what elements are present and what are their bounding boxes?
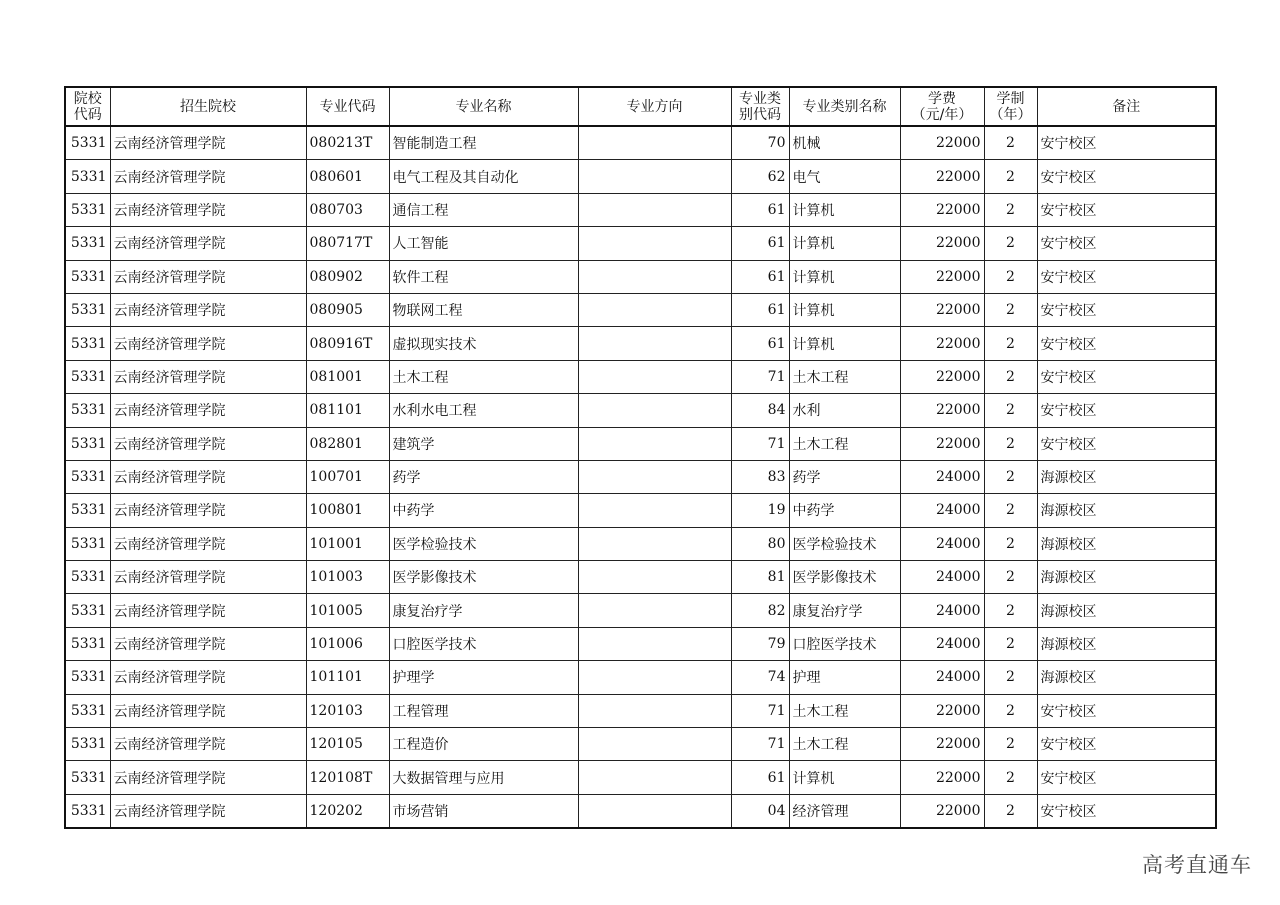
table-row bbox=[65, 561, 1216, 594]
cell-direction bbox=[578, 728, 731, 761]
cell-category-name: 经济管理 bbox=[789, 794, 900, 828]
cell-tuition: 22000 bbox=[900, 293, 984, 326]
cell-direction bbox=[578, 594, 731, 627]
cell-school-code: 5331 bbox=[65, 427, 110, 460]
cell-category-code: 74 bbox=[731, 661, 789, 694]
table-row bbox=[65, 794, 1216, 828]
cell-major-name: 水利水电工程 bbox=[389, 394, 578, 427]
cell-category-code: 79 bbox=[731, 627, 789, 660]
cell-category-code: 61 bbox=[731, 293, 789, 326]
cell-major-name: 口腔医学技术 bbox=[389, 627, 578, 660]
cell-school-code: 5331 bbox=[65, 260, 110, 293]
cell-school: 云南经济管理学院 bbox=[110, 427, 306, 460]
cell-years: 2 bbox=[984, 594, 1037, 627]
cell-category-code: 71 bbox=[731, 427, 789, 460]
cell-school-code: 5331 bbox=[65, 460, 110, 493]
cell-category-name: 土木工程 bbox=[789, 728, 900, 761]
cell-school-code: 5331 bbox=[65, 160, 110, 193]
cell-major-code: 101005 bbox=[306, 594, 389, 627]
cell-years: 2 bbox=[984, 494, 1037, 527]
cell-note: 海源校区 bbox=[1037, 460, 1216, 493]
cell-note: 安宁校区 bbox=[1037, 227, 1216, 260]
cell-years: 2 bbox=[984, 293, 1037, 326]
cell-category-name: 医学检验技术 bbox=[789, 527, 900, 560]
cell-tuition: 24000 bbox=[900, 494, 984, 527]
cell-tuition: 24000 bbox=[900, 460, 984, 493]
cell-major-name: 通信工程 bbox=[389, 193, 578, 226]
cell-tuition: 22000 bbox=[900, 193, 984, 226]
cell-category-name: 土木工程 bbox=[789, 360, 900, 393]
cell-tuition: 22000 bbox=[900, 126, 984, 160]
table-row bbox=[65, 728, 1216, 761]
cell-school-code: 5331 bbox=[65, 561, 110, 594]
cell-school-code: 5331 bbox=[65, 293, 110, 326]
cell-school-code: 5331 bbox=[65, 527, 110, 560]
cell-school: 云南经济管理学院 bbox=[110, 360, 306, 393]
header-tuition: 学费 （元/年） bbox=[900, 87, 984, 126]
table-row bbox=[65, 761, 1216, 794]
cell-direction bbox=[578, 527, 731, 560]
cell-years: 2 bbox=[984, 661, 1037, 694]
cell-direction bbox=[578, 561, 731, 594]
cell-note: 安宁校区 bbox=[1037, 327, 1216, 360]
cell-major-code: 120108T bbox=[306, 761, 389, 794]
cell-note: 安宁校区 bbox=[1037, 360, 1216, 393]
cell-major-code: 082801 bbox=[306, 427, 389, 460]
cell-major-code: 101006 bbox=[306, 627, 389, 660]
table-row bbox=[65, 661, 1216, 694]
cell-school-code: 5331 bbox=[65, 360, 110, 393]
cell-years: 2 bbox=[984, 728, 1037, 761]
cell-major-name: 中药学 bbox=[389, 494, 578, 527]
cell-school: 云南经济管理学院 bbox=[110, 627, 306, 660]
cell-tuition: 22000 bbox=[900, 260, 984, 293]
cell-category-name: 中药学 bbox=[789, 494, 900, 527]
cell-school: 云南经济管理学院 bbox=[110, 661, 306, 694]
cell-note: 安宁校区 bbox=[1037, 160, 1216, 193]
header-years: 学制 （年） bbox=[984, 87, 1037, 126]
cell-school: 云南经济管理学院 bbox=[110, 293, 306, 326]
cell-school: 云南经济管理学院 bbox=[110, 193, 306, 226]
cell-school: 云南经济管理学院 bbox=[110, 694, 306, 727]
cell-years: 2 bbox=[984, 460, 1037, 493]
cell-school: 云南经济管理学院 bbox=[110, 561, 306, 594]
cell-years: 2 bbox=[984, 561, 1037, 594]
cell-note: 安宁校区 bbox=[1037, 794, 1216, 828]
cell-tuition: 22000 bbox=[900, 394, 984, 427]
cell-school: 云南经济管理学院 bbox=[110, 260, 306, 293]
cell-major-name: 康复治疗学 bbox=[389, 594, 578, 627]
cell-direction bbox=[578, 694, 731, 727]
cell-major-code: 120202 bbox=[306, 794, 389, 828]
cell-note: 安宁校区 bbox=[1037, 694, 1216, 727]
watermark: 高考直通车 bbox=[1142, 853, 1252, 877]
cell-years: 2 bbox=[984, 227, 1037, 260]
cell-school-code: 5331 bbox=[65, 627, 110, 660]
cell-major-name: 电气工程及其自动化 bbox=[389, 160, 578, 193]
cell-note: 海源校区 bbox=[1037, 494, 1216, 527]
cell-major-code: 080213T bbox=[306, 126, 389, 160]
cell-school: 云南经济管理学院 bbox=[110, 728, 306, 761]
cell-major-name: 工程管理 bbox=[389, 694, 578, 727]
cell-note: 安宁校区 bbox=[1037, 728, 1216, 761]
cell-years: 2 bbox=[984, 761, 1037, 794]
cell-tuition: 22000 bbox=[900, 360, 984, 393]
table-row bbox=[65, 160, 1216, 193]
cell-category-code: 80 bbox=[731, 527, 789, 560]
cell-category-code: 61 bbox=[731, 761, 789, 794]
cell-tuition: 22000 bbox=[900, 794, 984, 828]
cell-category-code: 61 bbox=[731, 327, 789, 360]
cell-category-code: 71 bbox=[731, 694, 789, 727]
cell-major-name: 虚拟现实技术 bbox=[389, 327, 578, 360]
cell-years: 2 bbox=[984, 427, 1037, 460]
cell-major-name: 医学影像技术 bbox=[389, 561, 578, 594]
cell-school: 云南经济管理学院 bbox=[110, 126, 306, 160]
cell-category-name: 康复治疗学 bbox=[789, 594, 900, 627]
cell-school-code: 5331 bbox=[65, 794, 110, 828]
cell-major-code: 100801 bbox=[306, 494, 389, 527]
cell-direction bbox=[578, 327, 731, 360]
cell-major-code: 081001 bbox=[306, 360, 389, 393]
cell-major-name: 物联网工程 bbox=[389, 293, 578, 326]
cell-major-name: 工程造价 bbox=[389, 728, 578, 761]
cell-direction bbox=[578, 227, 731, 260]
cell-school: 云南经济管理学院 bbox=[110, 160, 306, 193]
cell-school: 云南经济管理学院 bbox=[110, 794, 306, 828]
header-row bbox=[65, 87, 1216, 126]
cell-tuition: 24000 bbox=[900, 594, 984, 627]
cell-category-name: 土木工程 bbox=[789, 427, 900, 460]
cell-school-code: 5331 bbox=[65, 327, 110, 360]
cell-major-code: 100701 bbox=[306, 460, 389, 493]
cell-years: 2 bbox=[984, 126, 1037, 160]
cell-category-name: 医学影像技术 bbox=[789, 561, 900, 594]
cell-years: 2 bbox=[984, 627, 1037, 660]
cell-school: 云南经济管理学院 bbox=[110, 227, 306, 260]
cell-category-code: 81 bbox=[731, 561, 789, 594]
cell-category-name: 计算机 bbox=[789, 193, 900, 226]
cell-direction bbox=[578, 494, 731, 527]
cell-school: 云南经济管理学院 bbox=[110, 327, 306, 360]
cell-tuition: 24000 bbox=[900, 561, 984, 594]
cell-school: 云南经济管理学院 bbox=[110, 460, 306, 493]
header-major-code: 专业代码 bbox=[306, 87, 389, 126]
cell-major-code: 080902 bbox=[306, 260, 389, 293]
cell-direction bbox=[578, 427, 731, 460]
table-row bbox=[65, 460, 1216, 493]
cell-years: 2 bbox=[984, 260, 1037, 293]
cell-school-code: 5331 bbox=[65, 728, 110, 761]
cell-note: 安宁校区 bbox=[1037, 193, 1216, 226]
cell-category-name: 水利 bbox=[789, 394, 900, 427]
table-row bbox=[65, 227, 1216, 260]
cell-school-code: 5331 bbox=[65, 126, 110, 160]
cell-major-code: 120105 bbox=[306, 728, 389, 761]
cell-category-code: 61 bbox=[731, 260, 789, 293]
cell-category-name: 计算机 bbox=[789, 227, 900, 260]
cell-note: 海源校区 bbox=[1037, 561, 1216, 594]
cell-school-code: 5331 bbox=[65, 193, 110, 226]
table-row bbox=[65, 494, 1216, 527]
cell-tuition: 24000 bbox=[900, 627, 984, 660]
table-row bbox=[65, 627, 1216, 660]
cell-direction bbox=[578, 794, 731, 828]
cell-note: 安宁校区 bbox=[1037, 126, 1216, 160]
cell-major-name: 大数据管理与应用 bbox=[389, 761, 578, 794]
cell-note: 海源校区 bbox=[1037, 594, 1216, 627]
cell-category-code: 71 bbox=[731, 728, 789, 761]
cell-note: 海源校区 bbox=[1037, 527, 1216, 560]
cell-direction bbox=[578, 360, 731, 393]
table-row bbox=[65, 394, 1216, 427]
cell-major-code: 101101 bbox=[306, 661, 389, 694]
cell-major-name: 建筑学 bbox=[389, 427, 578, 460]
cell-tuition: 22000 bbox=[900, 694, 984, 727]
cell-school: 云南经济管理学院 bbox=[110, 394, 306, 427]
cell-years: 2 bbox=[984, 193, 1037, 226]
cell-school-code: 5331 bbox=[65, 694, 110, 727]
cell-category-code: 82 bbox=[731, 594, 789, 627]
cell-category-code: 83 bbox=[731, 460, 789, 493]
cell-category-name: 护理 bbox=[789, 661, 900, 694]
cell-direction bbox=[578, 260, 731, 293]
cell-category-name: 计算机 bbox=[789, 761, 900, 794]
cell-major-name: 医学检验技术 bbox=[389, 527, 578, 560]
table-row bbox=[65, 527, 1216, 560]
cell-years: 2 bbox=[984, 160, 1037, 193]
cell-note: 安宁校区 bbox=[1037, 260, 1216, 293]
cell-years: 2 bbox=[984, 360, 1037, 393]
cell-note: 海源校区 bbox=[1037, 627, 1216, 660]
cell-major-code: 080601 bbox=[306, 160, 389, 193]
table-row bbox=[65, 427, 1216, 460]
cell-direction bbox=[578, 394, 731, 427]
header-direction: 专业方向 bbox=[578, 87, 731, 126]
header-school: 招生院校 bbox=[110, 87, 306, 126]
cell-major-code: 080905 bbox=[306, 293, 389, 326]
cell-direction bbox=[578, 661, 731, 694]
cell-category-code: 61 bbox=[731, 193, 789, 226]
cell-years: 2 bbox=[984, 327, 1037, 360]
cell-note: 海源校区 bbox=[1037, 661, 1216, 694]
cell-major-code: 080916T bbox=[306, 327, 389, 360]
table-row bbox=[65, 126, 1216, 160]
cell-major-name: 智能制造工程 bbox=[389, 126, 578, 160]
cell-direction bbox=[578, 293, 731, 326]
cell-major-name: 土木工程 bbox=[389, 360, 578, 393]
cell-tuition: 22000 bbox=[900, 427, 984, 460]
cell-category-code: 04 bbox=[731, 794, 789, 828]
cell-direction bbox=[578, 761, 731, 794]
header-note: 备注 bbox=[1037, 87, 1216, 126]
table-row bbox=[65, 694, 1216, 727]
cell-major-name: 市场营销 bbox=[389, 794, 578, 828]
cell-major-name: 软件工程 bbox=[389, 260, 578, 293]
cell-tuition: 22000 bbox=[900, 327, 984, 360]
admissions-table bbox=[64, 86, 1217, 829]
cell-major-name: 药学 bbox=[389, 460, 578, 493]
cell-school-code: 5331 bbox=[65, 594, 110, 627]
cell-category-name: 土木工程 bbox=[789, 694, 900, 727]
cell-years: 2 bbox=[984, 527, 1037, 560]
cell-category-code: 84 bbox=[731, 394, 789, 427]
cell-school-code: 5331 bbox=[65, 494, 110, 527]
table-row bbox=[65, 260, 1216, 293]
cell-years: 2 bbox=[984, 394, 1037, 427]
cell-direction bbox=[578, 160, 731, 193]
cell-school: 云南经济管理学院 bbox=[110, 494, 306, 527]
cell-category-code: 61 bbox=[731, 227, 789, 260]
cell-tuition: 22000 bbox=[900, 227, 984, 260]
cell-years: 2 bbox=[984, 694, 1037, 727]
cell-major-code: 120103 bbox=[306, 694, 389, 727]
cell-school: 云南经济管理学院 bbox=[110, 761, 306, 794]
cell-tuition: 24000 bbox=[900, 661, 984, 694]
cell-category-name: 计算机 bbox=[789, 327, 900, 360]
cell-category-name: 口腔医学技术 bbox=[789, 627, 900, 660]
table-row bbox=[65, 594, 1216, 627]
cell-major-name: 护理学 bbox=[389, 661, 578, 694]
cell-school: 云南经济管理学院 bbox=[110, 527, 306, 560]
cell-category-name: 计算机 bbox=[789, 260, 900, 293]
cell-major-code: 080703 bbox=[306, 193, 389, 226]
cell-years: 2 bbox=[984, 794, 1037, 828]
table-body bbox=[65, 126, 1216, 828]
cell-category-code: 62 bbox=[731, 160, 789, 193]
header-category-name: 专业类别名称 bbox=[789, 87, 900, 126]
cell-school-code: 5331 bbox=[65, 227, 110, 260]
cell-note: 安宁校区 bbox=[1037, 761, 1216, 794]
cell-category-code: 70 bbox=[731, 126, 789, 160]
header-school-code: 院校 代码 bbox=[65, 87, 110, 126]
cell-note: 安宁校区 bbox=[1037, 293, 1216, 326]
cell-major-code: 101001 bbox=[306, 527, 389, 560]
cell-note: 安宁校区 bbox=[1037, 394, 1216, 427]
cell-major-code: 101003 bbox=[306, 561, 389, 594]
cell-tuition: 24000 bbox=[900, 527, 984, 560]
cell-direction bbox=[578, 126, 731, 160]
table-row bbox=[65, 327, 1216, 360]
table-row bbox=[65, 360, 1216, 393]
cell-category-code: 71 bbox=[731, 360, 789, 393]
cell-tuition: 22000 bbox=[900, 761, 984, 794]
cell-school-code: 5331 bbox=[65, 761, 110, 794]
cell-major-name: 人工智能 bbox=[389, 227, 578, 260]
cell-school-code: 5331 bbox=[65, 394, 110, 427]
table-row bbox=[65, 193, 1216, 226]
cell-category-code: 19 bbox=[731, 494, 789, 527]
cell-note: 安宁校区 bbox=[1037, 427, 1216, 460]
cell-direction bbox=[578, 460, 731, 493]
header-major-name: 专业名称 bbox=[389, 87, 578, 126]
cell-school: 云南经济管理学院 bbox=[110, 594, 306, 627]
cell-category-name: 机械 bbox=[789, 126, 900, 160]
cell-tuition: 22000 bbox=[900, 160, 984, 193]
cell-direction bbox=[578, 627, 731, 660]
cell-tuition: 22000 bbox=[900, 728, 984, 761]
table-row bbox=[65, 293, 1216, 326]
cell-major-code: 080717T bbox=[306, 227, 389, 260]
cell-category-name: 计算机 bbox=[789, 293, 900, 326]
cell-category-name: 电气 bbox=[789, 160, 900, 193]
cell-direction bbox=[578, 193, 731, 226]
cell-category-name: 药学 bbox=[789, 460, 900, 493]
cell-major-code: 081101 bbox=[306, 394, 389, 427]
header-category-code: 专业类 别代码 bbox=[731, 87, 789, 126]
cell-school-code: 5331 bbox=[65, 661, 110, 694]
